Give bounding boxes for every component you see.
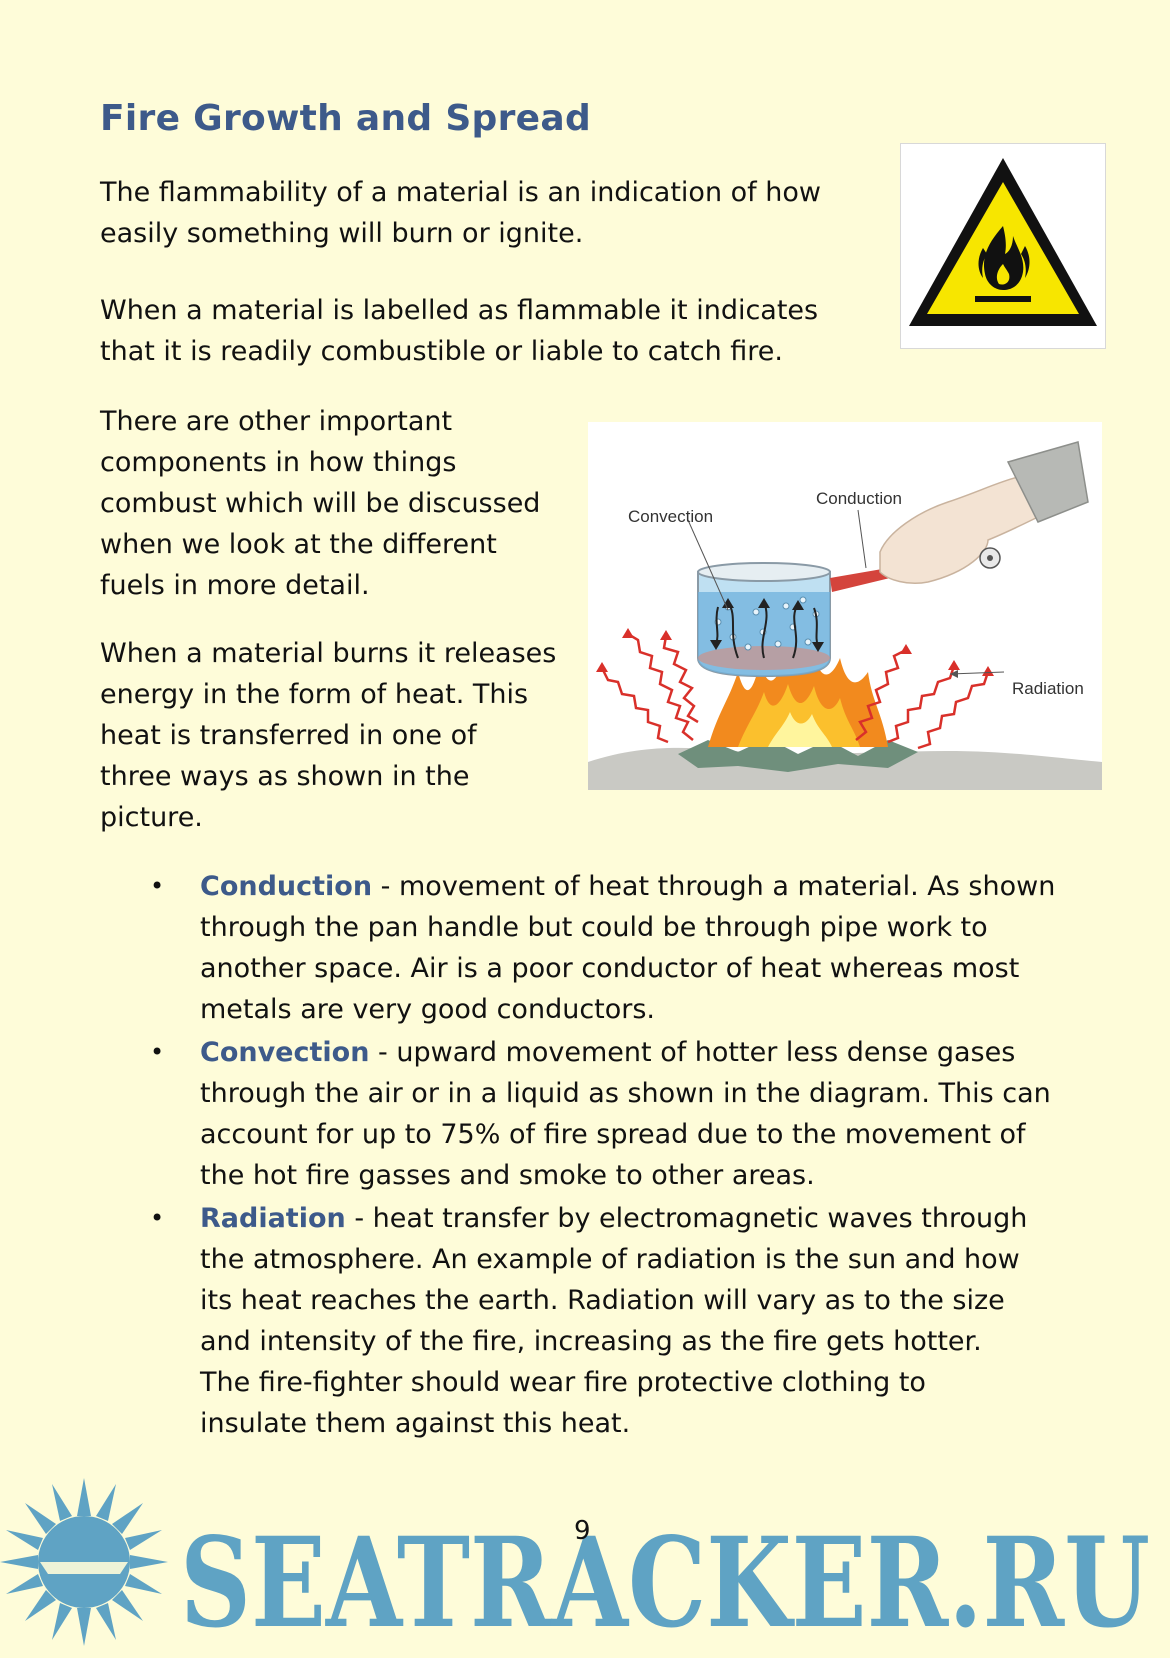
bullet-icon: •: [150, 872, 165, 900]
sun-logo-icon: [0, 1478, 1170, 1654]
paragraph-flammable-label: When a material is labelled as flammable it indicates that it is readily combustible or liable to catch fire.: [100, 295, 819, 367]
watermark-text: SEATRACKER.RU: [180, 1511, 1150, 1654]
bullet-icon: •: [150, 1204, 165, 1232]
bullet-icon: •: [150, 1038, 165, 1066]
paragraph-components: There are other important components in how things combust which will be discussed when we look at the different fuels in more detail.: [100, 406, 541, 601]
radiation-label: Radiation: [1012, 679, 1084, 698]
paragraph-heat-transfer: When a material burns it releases energy in the form of heat. This heat is transferred in one of three ways as shown in the picture.: [100, 638, 557, 833]
page-number: 9: [574, 1516, 591, 1546]
list-item-radiation: • Radiation - heat transfer by electromagnetic waves through the atmosphere. An example of radiation is the sun and how its heat reaches the earth. Radiation will vary as to the size and intensity of the fire, increasing as the fire gets hotter. The fire-fighter should wear fire protective clothing to insulate them against this heat.: [150, 1198, 1080, 1444]
heat-transfer-list: [150, 866, 1080, 1446]
page-title: Fire Growth and Spread: [100, 98, 592, 139]
list-item-conduction: • Conduction - movement of heat through a material. As shown through the pan handle but could be through pipe work to another space. Air is a poor conductor of heat whereas most metals are very good conductors.: [150, 866, 1080, 1030]
flammable-warning-sign: [900, 143, 1106, 349]
paragraph-flammability: The flammability of a material is an indication of how easily something will burn or ignite.: [100, 177, 821, 249]
conduction-label: Conduction: [816, 489, 903, 508]
flammable-warning-icon: [901, 144, 1105, 348]
list-item-convection: • Convection - upward movement of hotter less dense gases through the air or in a liquid as shown in the diagram. This can account for up to 75% of fire spread due to the movement of the hot fire gasses and smoke to other areas.: [150, 1032, 1080, 1196]
heat-transfer-diagram: [588, 422, 1102, 790]
watermark: [0, 1478, 1170, 1654]
convection-label: Convection: [628, 507, 714, 526]
heat-transfer-illustration: [588, 422, 1102, 790]
